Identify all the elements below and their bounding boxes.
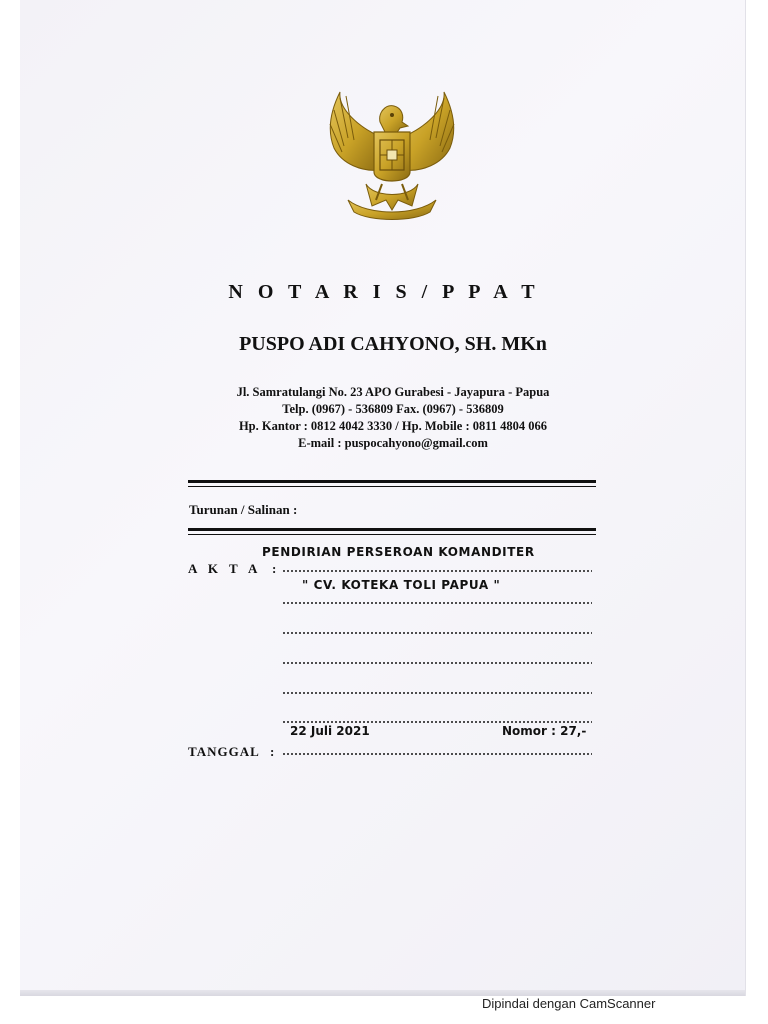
- akta-line-1: PENDIRIAN PERSEROAN KOMANDITER: [262, 545, 535, 559]
- akta-line-2: " CV. KOTEKA TOLI PAPUA ": [302, 578, 501, 592]
- tanggal-label: TANGGAL: [188, 744, 260, 759]
- dotted-line: [282, 602, 592, 604]
- akta-label: A K T A: [188, 561, 262, 576]
- dotted-line: [282, 721, 592, 723]
- dotted-line: [282, 692, 592, 694]
- mobile-line: Hp. Kantor : 0812 4042 3330 / Hp. Mobile : 0811 4804 066: [238, 419, 548, 433]
- akta-colon: :: [272, 561, 277, 576]
- divider-bottom-thin: [188, 534, 596, 535]
- dotted-line: [282, 753, 592, 755]
- tanggal-colon: :: [270, 744, 275, 759]
- address-line: Jl. Samratulangi No. 23 APO Gurabesi - Jayapura - Papua: [236, 385, 550, 399]
- garuda-emblem-icon: [318, 88, 466, 228]
- date-value: 22 Juli 2021: [290, 724, 370, 738]
- turunan-label: Turunan / Salinan :: [189, 502, 298, 517]
- email-line: E-mail : puspocahyono@gmail.com: [298, 436, 488, 450]
- divider-bottom-thick: [188, 528, 596, 531]
- divider-top-thin: [188, 486, 596, 487]
- dotted-line: [282, 570, 592, 572]
- office-title: N O T A R I S / P P A T: [228, 281, 540, 303]
- nomor-value: Nomor : 27,-: [502, 724, 587, 738]
- dotted-line: [282, 662, 592, 664]
- scanner-watermark: Dipindai dengan CamScanner: [482, 996, 656, 1011]
- dotted-line: [282, 632, 592, 634]
- divider-top-thick: [188, 480, 596, 483]
- phone-fax-line: Telp. (0967) - 536809 Fax. (0967) - 536809: [282, 402, 504, 416]
- notary-name: PUSPO ADI CAHYONO, SH. MKn: [239, 333, 547, 355]
- address-block: [0, 384, 768, 452]
